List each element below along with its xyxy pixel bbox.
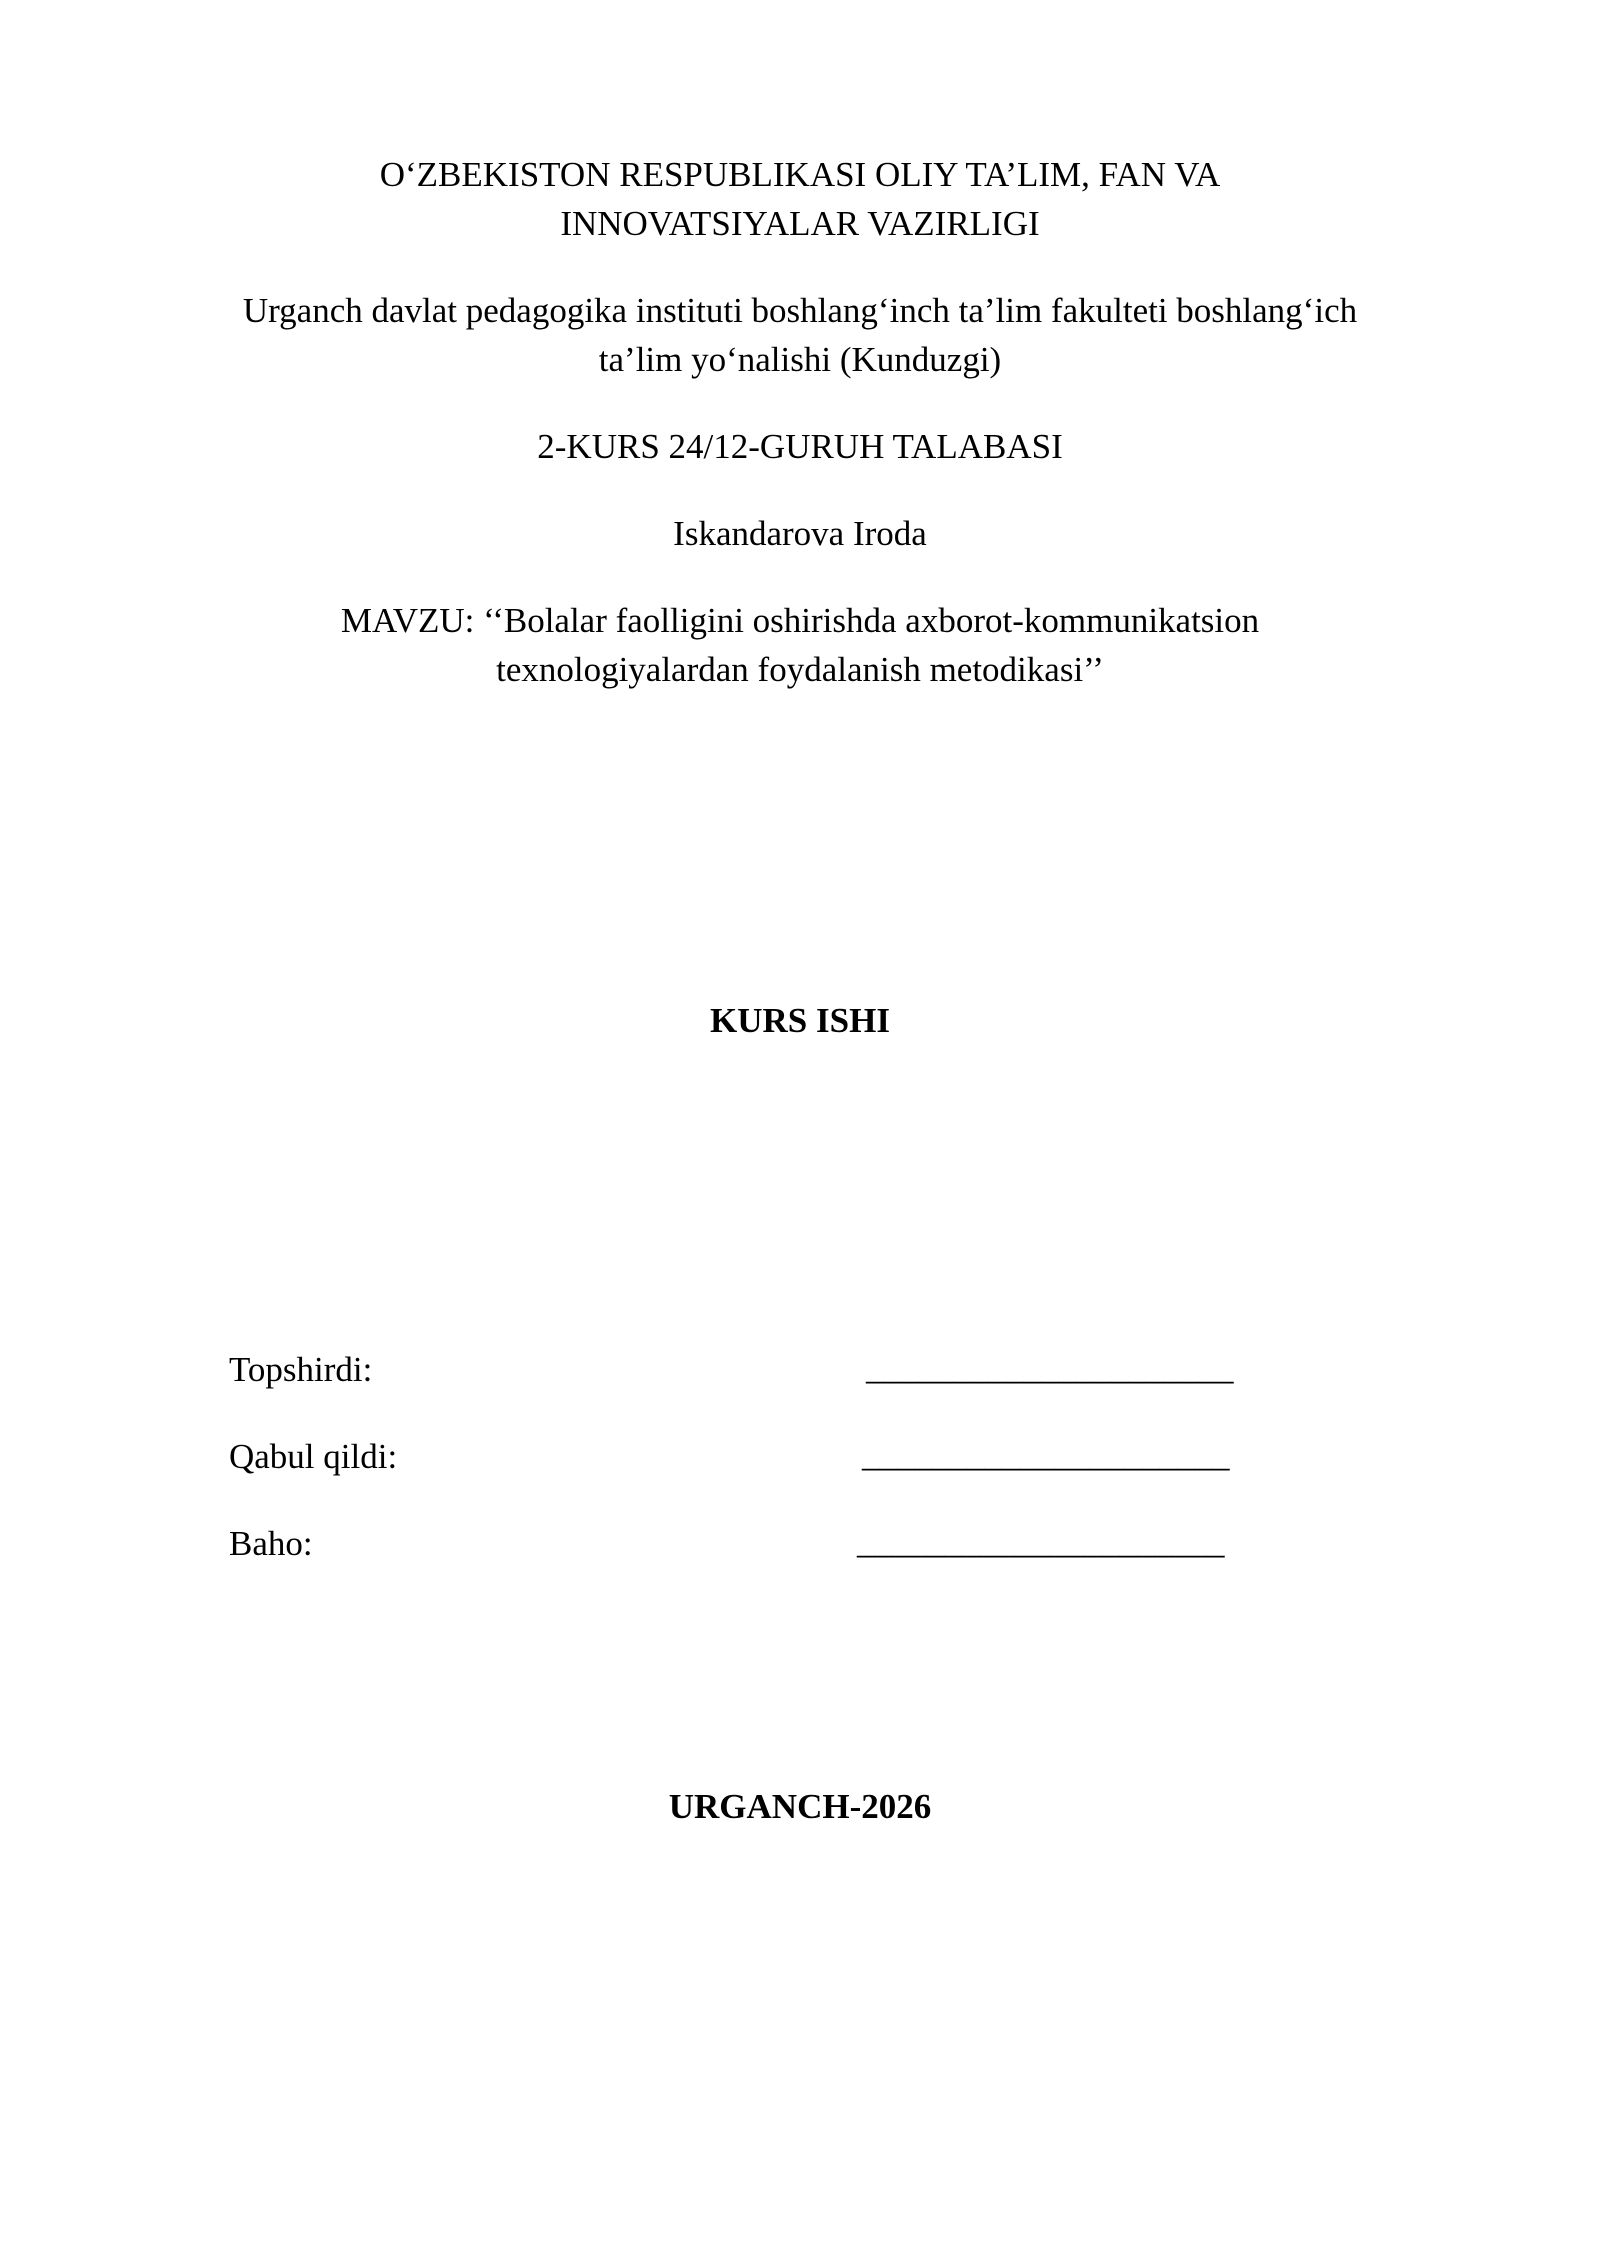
signature-label-accepted: Qabul qildi: (229, 1437, 398, 1476)
institute-line-1: Urganch davlat pedagogika instituti boshlang‘inch ta’lim fakulteti boshlang‘ich (242, 291, 1358, 330)
signature-line-grade: _____________________ (857, 1522, 1225, 1561)
institute-line-2: ta’lim yo‘nalishi (Kunduzgi) (598, 340, 1002, 379)
ministry-line-1: O‘ZBEKISTON RESPUBLIKASI OLIY TA’LIM, FAN VA (379, 155, 1221, 194)
topic-line-1: MAVZU: ‘‘Bolalar faolligini oshirishda axborot-kommunikatsion (340, 601, 1260, 640)
topic-line-2: texnologiyalardan foydalanish metodikasi’’ (496, 650, 1104, 689)
signature-line-submitted: _____________________ (866, 1348, 1234, 1387)
signature-label-submitted: Topshirdi: (229, 1350, 373, 1389)
document-title: KURS ISHI (710, 1001, 890, 1040)
course-group: 2-KURS 24/12-GURUH TALABASI (537, 427, 1063, 466)
ministry-line-2: INNOVATSIYALAR VAZIRLIGI (560, 204, 1040, 243)
signature-label-grade: Baho: (229, 1524, 313, 1563)
city-year: URGANCH-2026 (668, 1787, 932, 1826)
signature-line-accepted: _____________________ (862, 1435, 1230, 1474)
student-name: Iskandarova Iroda (673, 514, 927, 553)
